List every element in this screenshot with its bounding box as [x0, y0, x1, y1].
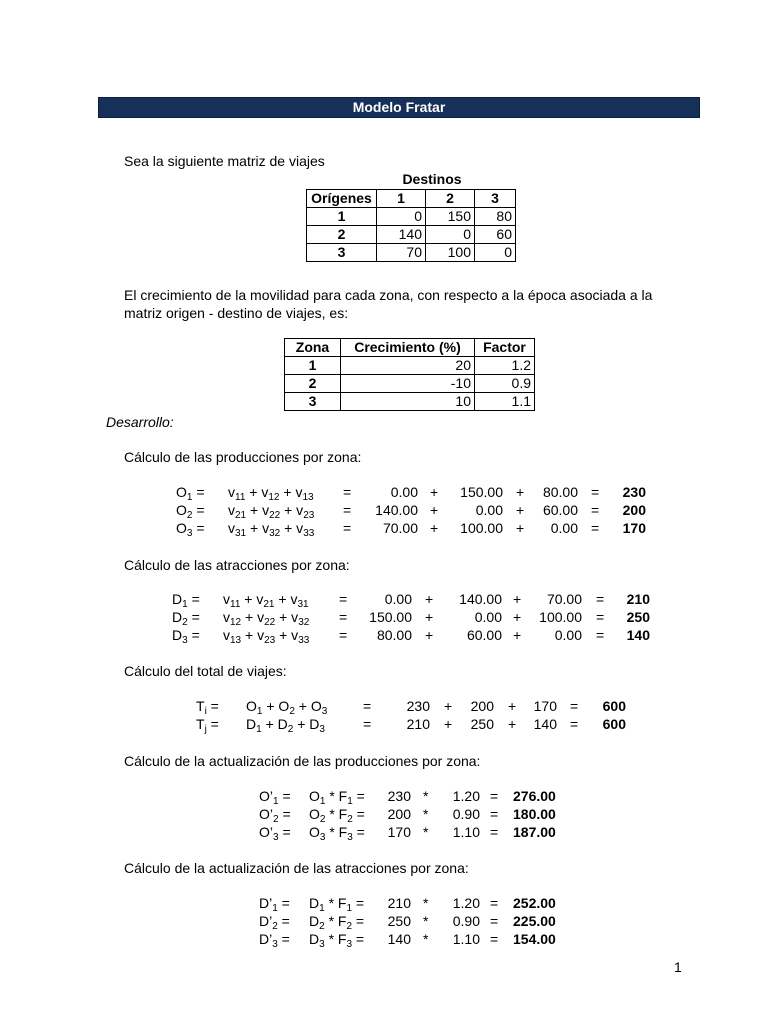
equation-lhs: $O’_1$ = [259, 788, 291, 807]
equation-lhs: $O’_3$ = [259, 824, 291, 843]
intro-text: Sea la siguiente matriz de viajes [124, 153, 325, 169]
equals-sign: = [591, 502, 600, 518]
multiply-sign: * [423, 806, 429, 822]
plus-sign: + [508, 716, 517, 732]
equation-terms: $D_1 * F_1$ = [309, 895, 365, 914]
result-value: 187.00 [513, 824, 556, 840]
result-value: 170 [622, 520, 646, 536]
value: 0.90 [452, 913, 480, 929]
value: 200 [387, 806, 411, 822]
cell: 20 [341, 357, 475, 375]
value: 70.00 [382, 520, 418, 536]
equation-terms: $v_{11} + v_{12} + v_{13}$ [228, 484, 314, 503]
page-title: Modelo Fratar [98, 97, 700, 118]
value: 200 [470, 698, 494, 714]
value: 250 [470, 716, 494, 732]
col-header: 3 [475, 190, 516, 208]
equation-lhs: $D_3$ = [172, 627, 200, 646]
destinos-label: Destinos [402, 171, 462, 187]
row-header: 1 [307, 208, 377, 226]
equation-terms: $O_3 * F_3$ = [309, 824, 365, 843]
value: 60.00 [466, 627, 502, 643]
value: 1.20 [452, 788, 480, 804]
value: 0.00 [475, 502, 503, 518]
equals-sign: = [490, 913, 499, 929]
equation-lhs: $D’_3$ = [259, 931, 290, 950]
equation-terms: $D_3 * F_3$ = [309, 931, 365, 950]
value: 250 [387, 913, 411, 929]
value: 80.00 [376, 627, 412, 643]
value: 100.00 [460, 520, 503, 536]
growth-text-line-1: El crecimiento de la movilidad para cada zona, con respecto a la época asociada a la [124, 287, 653, 303]
col-header: Crecimiento (%) [341, 339, 475, 357]
value: 140.00 [459, 591, 502, 607]
equation-terms: $D_2 * F_2$ = [309, 913, 365, 932]
equation-terms: $O_1 + O_2 + O_3$ [246, 698, 328, 717]
table-row [285, 357, 535, 375]
value: 80.00 [542, 484, 578, 500]
cell: 0 [426, 226, 475, 244]
result-value: 252.00 [513, 895, 556, 911]
cell: 10 [341, 393, 475, 411]
equation-terms: $v_{31} + v_{32} + v_{33}$ [228, 520, 315, 539]
equals-sign: = [339, 591, 348, 607]
equation-lhs: $O_2$ = [176, 502, 205, 521]
equals-sign: = [339, 627, 348, 643]
value: 1.10 [452, 931, 480, 947]
cell: 1 [285, 357, 341, 375]
plus-sign: + [425, 591, 434, 607]
cell: 1.2 [475, 357, 535, 375]
cell: 0 [475, 244, 516, 262]
plus-sign: + [430, 484, 439, 500]
equals-sign: = [490, 824, 499, 840]
totals-heading: Cálculo del total de viajes: [124, 663, 287, 679]
attractions-heading: Cálculo de las atracciones por zona: [124, 557, 350, 573]
equation-lhs: $O_1$ = [176, 484, 205, 503]
value: 170 [387, 824, 411, 840]
plus-sign: + [430, 520, 439, 536]
value: 140 [387, 931, 411, 947]
equals-sign: = [343, 484, 352, 500]
equation-lhs: $D’_2$ = [259, 913, 290, 932]
result-value: 180.00 [513, 806, 556, 822]
value: 0.00 [474, 609, 502, 625]
row-header: 3 [307, 244, 377, 262]
plus-sign: + [425, 627, 434, 643]
plus-sign: + [444, 716, 453, 732]
result-value: 230 [622, 484, 646, 500]
value: 1.10 [452, 824, 480, 840]
equals-sign: = [490, 931, 499, 947]
col-header: Zona [285, 339, 341, 357]
result-value: 210 [626, 591, 650, 607]
equation-lhs: $T_i$ = [196, 698, 219, 717]
equals-sign: = [363, 716, 372, 732]
col-header: 2 [426, 190, 475, 208]
equation-terms: $O_2 * F_2$ = [309, 806, 365, 825]
result-value: 140 [626, 627, 650, 643]
equation-terms: $O_1 * F_1$ = [309, 788, 365, 807]
value: 170 [533, 698, 557, 714]
cell: -10 [341, 375, 475, 393]
col-header: Factor [475, 339, 535, 357]
equals-sign: = [596, 609, 605, 625]
plus-sign: + [516, 484, 525, 500]
result-value: 600 [602, 716, 626, 732]
result-value: 250 [626, 609, 650, 625]
cell: 70 [377, 244, 426, 262]
plus-sign: + [513, 591, 522, 607]
table-row [307, 244, 516, 262]
col-header: 1 [377, 190, 426, 208]
multiply-sign: * [423, 913, 429, 929]
value: 230 [387, 788, 411, 804]
plus-sign: + [516, 520, 525, 536]
equals-sign: = [343, 520, 352, 536]
row-header: 2 [307, 226, 377, 244]
result-value: 154.00 [513, 931, 556, 947]
equals-sign: = [570, 716, 579, 732]
plus-sign: + [430, 502, 439, 518]
plus-sign: + [513, 609, 522, 625]
value: 1.20 [452, 895, 480, 911]
result-value: 600 [602, 698, 626, 714]
equation-lhs: $D_1$ = [172, 591, 200, 610]
equation-terms: $v_{21} + v_{22} + v_{23}$ [228, 502, 315, 521]
plus-sign: + [516, 502, 525, 518]
equation-terms: $v_{11} + v_{21} + v_{31}$ [223, 591, 309, 610]
value: 150.00 [369, 609, 412, 625]
value: 140 [533, 716, 557, 732]
equals-sign: = [363, 698, 372, 714]
value: 60.00 [542, 502, 578, 518]
value: 0.90 [452, 806, 480, 822]
result-value: 276.00 [513, 788, 556, 804]
cell: 1.1 [475, 393, 535, 411]
value: 100.00 [539, 609, 582, 625]
equals-sign: = [490, 806, 499, 822]
table-row [285, 375, 535, 393]
cell: 0.9 [475, 375, 535, 393]
value: 0.00 [384, 591, 412, 607]
plus-sign: + [425, 609, 434, 625]
prod-update-heading: Cálculo de la actualización de las producciones por zona: [124, 753, 481, 769]
equals-sign: = [570, 698, 579, 714]
cell: 0 [377, 208, 426, 226]
multiply-sign: * [423, 895, 429, 911]
plus-sign: + [444, 698, 453, 714]
multiply-sign: * [423, 788, 429, 804]
growth-text-line-2: matriz origen - destino de viajes, es: [124, 305, 349, 321]
table-row [307, 208, 516, 226]
productions-heading: Cálculo de las producciones por zona: [124, 449, 362, 465]
equation-lhs: $D’_1$ = [259, 895, 290, 914]
equation-lhs: $O_3$ = [176, 520, 205, 539]
cell: 140 [377, 226, 426, 244]
equals-sign: = [596, 591, 605, 607]
table-row [307, 226, 516, 244]
page-number: 1 [674, 959, 682, 975]
value: 210 [387, 895, 411, 911]
attr-update-heading: Cálculo de la actualización de las atracciones por zona: [124, 860, 469, 876]
cell: 3 [285, 393, 341, 411]
equals-sign: = [591, 484, 600, 500]
origenes-header: Orígenes [307, 190, 377, 208]
result-value: 225.00 [513, 913, 556, 929]
plus-sign: + [513, 627, 522, 643]
value: 0.00 [390, 484, 418, 500]
plus-sign: + [508, 698, 517, 714]
multiply-sign: * [423, 931, 429, 947]
equals-sign: = [490, 788, 499, 804]
result-value: 200 [622, 502, 646, 518]
equals-sign: = [343, 502, 352, 518]
growth-table [284, 338, 535, 411]
cell: 2 [285, 375, 341, 393]
od-matrix-table [306, 189, 516, 262]
cell: 60 [475, 226, 516, 244]
value: 0.00 [554, 627, 582, 643]
cell: 100 [426, 244, 475, 262]
cell: 80 [475, 208, 516, 226]
equals-sign: = [596, 627, 605, 643]
table-row [285, 393, 535, 411]
equation-lhs: $T_j$ = [196, 716, 219, 735]
value: 230 [406, 698, 430, 714]
equals-sign: = [490, 895, 499, 911]
value: 140.00 [375, 502, 418, 518]
value: 0.00 [550, 520, 578, 536]
value: 70.00 [546, 591, 582, 607]
multiply-sign: * [423, 824, 429, 840]
equation-lhs: $O’_2$ = [259, 806, 291, 825]
value: 210 [406, 716, 430, 732]
cell: 150 [426, 208, 475, 226]
equals-sign: = [591, 520, 600, 536]
equation-terms: $v_{13} + v_{23} + v_{33}$ [223, 627, 310, 646]
equation-terms: $v_{12} + v_{22} + v_{32}$ [223, 609, 310, 628]
equation-lhs: $D_2$ = [172, 609, 200, 628]
desarrollo-heading: Desarrollo: [106, 414, 174, 430]
equation-terms: $D_1 + D_2 + D_3$ [246, 716, 325, 735]
equals-sign: = [339, 609, 348, 625]
value: 150.00 [460, 484, 503, 500]
